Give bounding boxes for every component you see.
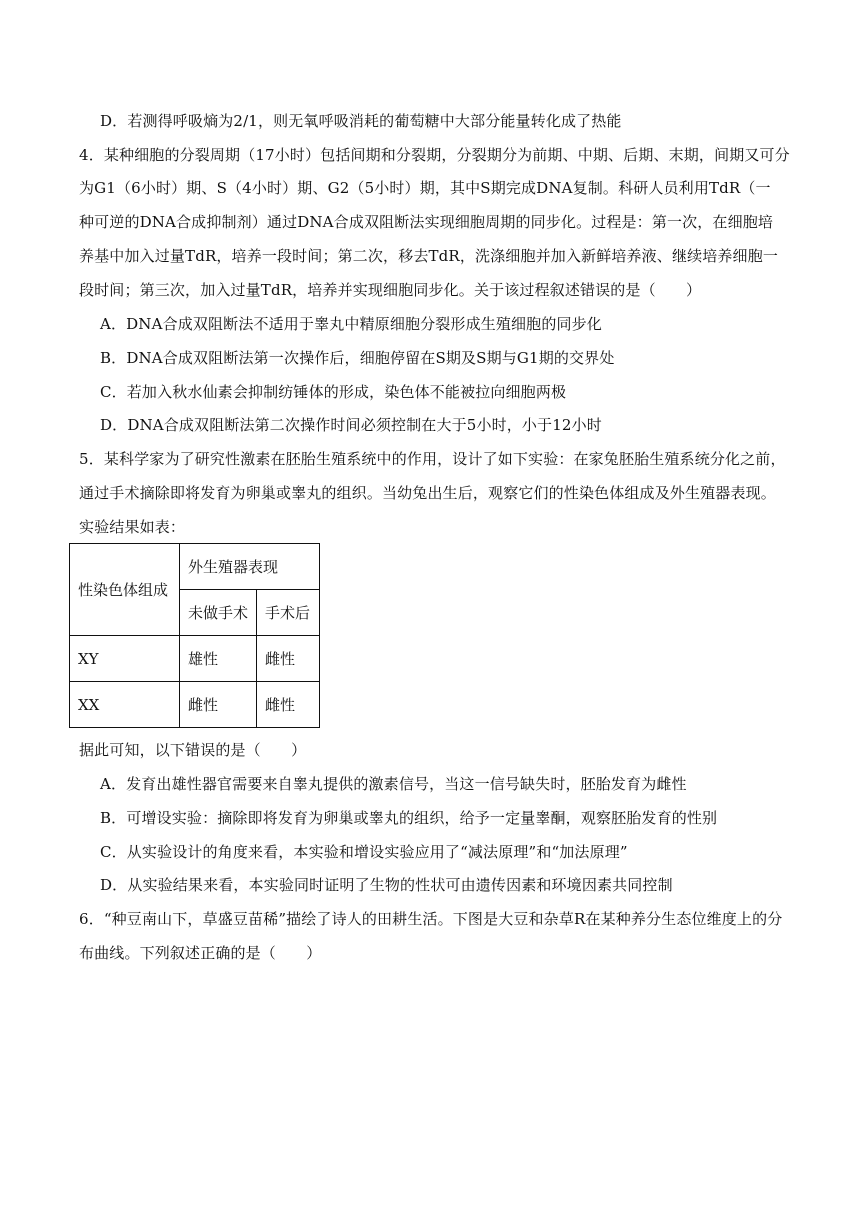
subheader-after-surgery: 手术后: [257, 590, 320, 636]
cell-chromosome: XX: [70, 682, 180, 728]
q6-stem-line-2: 布曲线。下列叙述正确的是（ ）: [79, 944, 322, 962]
results-table: [69, 543, 320, 728]
q4-option-d: D．DNA合成双阻断法第二次操作时间必须控制在大于5小时，小于12小时: [100, 416, 602, 434]
q5-option-a: A．发育出雄性器官需要来自睾丸提供的激素信号，当这一信号缺失时，胚胎发育为雌性: [100, 775, 687, 793]
q4-stem-line-2: 为G1（6小时）期、S（4小时）期、G2（5小时）期，其中S期完成DNA复制。科研人员利用TdR（一: [79, 179, 771, 197]
q4-stem-line-1: 4．某种细胞的分裂周期（17小时）包括间期和分裂期，分裂期分为前期、中期、后期、末期，间期又可分: [79, 146, 790, 164]
q3-option-d: D．若测得呼吸熵为2/1，则无氧呼吸消耗的葡萄糖中大部分能量转化成了热能: [100, 112, 622, 130]
cell-no-surgery: 雌性: [180, 682, 257, 728]
q5-option-b: B．可增设实验：摘除即将发育为卵巢或睾丸的组织，给予一定量睾酮，观察胚胎发育的性别: [100, 809, 718, 827]
q6-stem-line-1: 6．“种豆南山下，草盛豆苗稀”描绘了诗人的田耕生活。下图是大豆和杂草R在某种养分生态位维度上的分: [79, 910, 783, 928]
header-chromosome: 性染色体组成: [70, 544, 180, 636]
table-row: [70, 636, 320, 682]
cell-after-surgery: 雌性: [257, 636, 320, 682]
q4-stem-line-4: 养基中加入过量TdR，培养一段时间；第二次，移去TdR，洗涤细胞并加入新鲜培养液、继续培养细胞一: [79, 247, 779, 265]
q5-stem-line-2: 通过手术摘除即将发育为卵巢或睾丸的组织。当幼兔出生后，观察它们的性染色体组成及外生殖器表现。: [79, 484, 776, 502]
table-header-row: [70, 544, 320, 590]
cell-no-surgery: 雄性: [180, 636, 257, 682]
subheader-no-surgery: 未做手术: [180, 590, 257, 636]
q5-option-c: C．从实验设计的角度来看，本实验和增设实验应用了“减法原理”和“加法原理”: [100, 843, 628, 861]
table-row: [70, 682, 320, 728]
q4-option-c: C．若加入秋水仙素会抑制纺锤体的形成，染色体不能被拉向细胞两极: [100, 383, 567, 401]
q5-stem-line-3: 实验结果如表：: [79, 518, 186, 536]
q4-option-b: B．DNA合成双阻断法第一次操作后，细胞停留在S期及S期与G1期的交界处: [100, 349, 615, 367]
q5-after-table: 据此可知，以下错误的是（ ）: [79, 741, 307, 759]
q5-option-d: D．从实验结果来看，本实验同时证明了生物的性状可由遗传因素和环境因素共同控制: [100, 876, 673, 894]
header-external-genitalia: 外生殖器表现: [180, 544, 320, 590]
q4-stem-line-5: 段时间；第三次，加入过量TdR，培养并实现细胞同步化。关于该过程叙述错误的是（ ）: [79, 281, 702, 299]
q5-stem-line-1: 5．某科学家为了研究性激素在胚胎生殖系统中的作用，设计了如下实验：在家兔胚胎生殖系统分化之前，: [79, 450, 786, 468]
cell-after-surgery: 雌性: [257, 682, 320, 728]
q4-option-a: A．DNA合成双阻断法不适用于睾丸中精原细胞分裂形成生殖细胞的同步化: [100, 315, 602, 333]
q4-stem-line-3: 种可逆的DNA合成抑制剂）通过DNA合成双阻断法实现细胞周期的同步化。过程是：第一次，在细胞培: [79, 213, 774, 231]
cell-chromosome: XY: [70, 636, 180, 682]
